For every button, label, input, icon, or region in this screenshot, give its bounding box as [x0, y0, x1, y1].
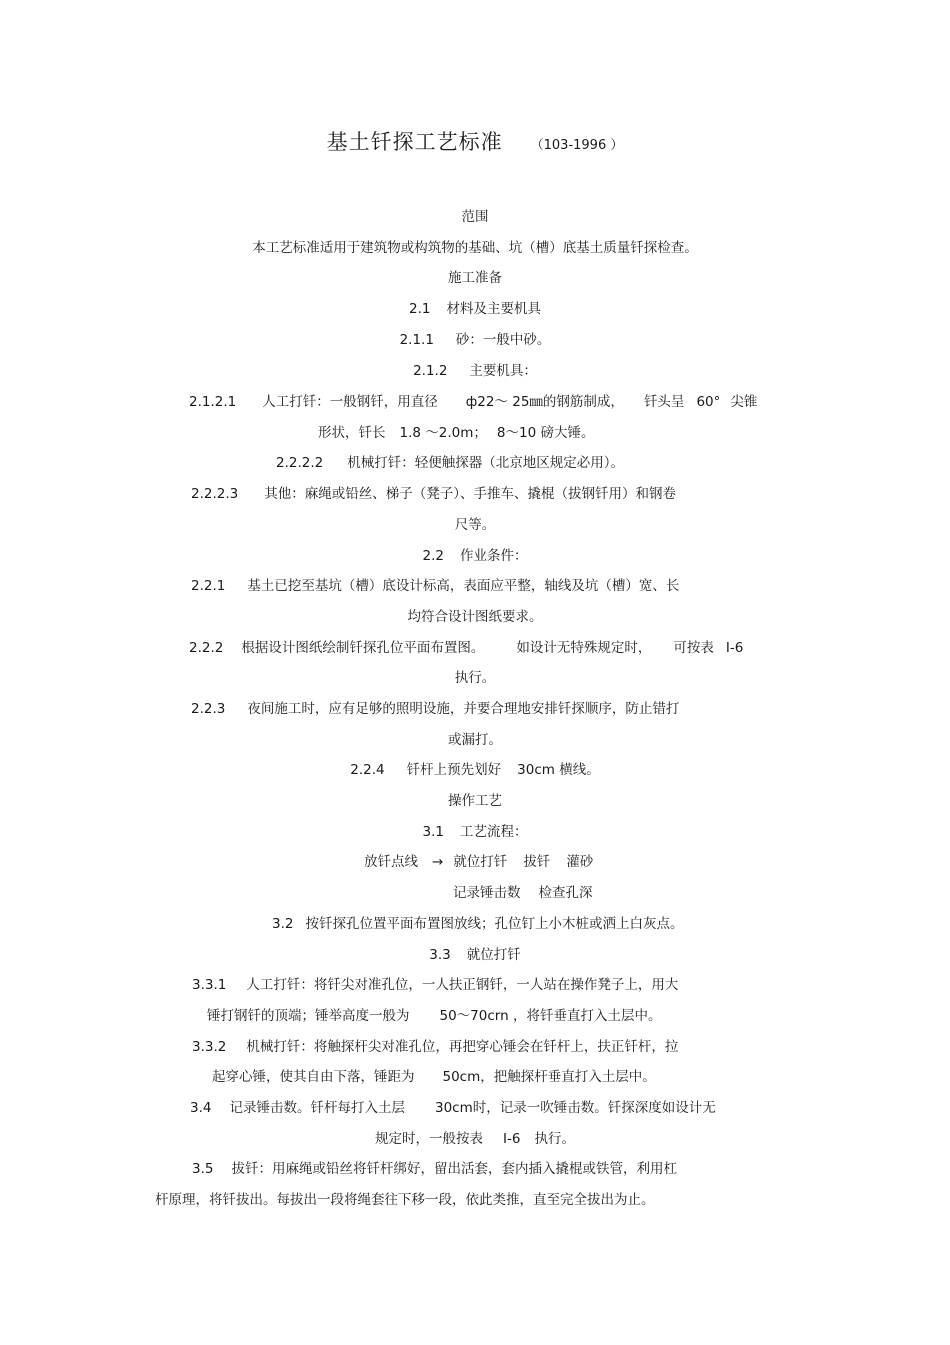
- section-2-1: [0, 300, 950, 318]
- section-3-3-2: [192, 1038, 678, 1056]
- text-run: 起穿心锤，使其自由下落，锤距为: [212, 1069, 415, 1085]
- section-number: 3.4: [190, 1100, 212, 1116]
- section-2-2-2-2: [276, 454, 624, 472]
- section-2-heading: 施工准备: [448, 270, 502, 286]
- section-text: 砂：一般中砂。: [455, 332, 551, 348]
- text-run: 记录锤击数。钎杆每打入土层: [229, 1100, 405, 1116]
- section-text: 工艺流程：: [459, 824, 528, 840]
- section-2-1-2-1: [189, 393, 757, 411]
- section-3-heading: 操作工艺: [448, 793, 502, 809]
- section-number: 2.2.2.3: [191, 486, 239, 502]
- section-3-5-line-2: 杆原理，将钎拔出。每拔出一段将绳套往下移一段，依此类推，直至完全拔出为止。: [155, 1192, 655, 1208]
- text-run: 规定时，一般按表: [375, 1131, 484, 1147]
- section-2-2-2-line-2: 执行。: [454, 670, 496, 686]
- document-code: （103-1996 ）: [530, 138, 624, 153]
- section-number: 3.3.1: [192, 977, 227, 993]
- section-number: 2.1.1: [399, 332, 434, 348]
- text-run: 60°: [696, 394, 721, 410]
- text-run: 根据设计图纸绘制钎探孔位平面布置图。: [241, 640, 485, 656]
- text-run: 执行。: [534, 1131, 575, 1147]
- text-run: 形状，钎长: [318, 425, 386, 441]
- section-number: 2.2: [422, 548, 444, 564]
- section-text: 机械打钎：将触探杆尖对准孔位，再把穿心锤会在钎杆上，扶正钎杆，拉: [246, 1039, 679, 1055]
- section-2-2: [0, 547, 950, 565]
- section-text: 拔钎：用麻绳或铅丝将钎杆绑好，留出活套，套内插入撬棍或铁管，利用杠: [231, 1161, 677, 1177]
- text-run: 1.8 ～2.0m；: [399, 425, 487, 441]
- section-text: 就位打钎: [466, 947, 521, 963]
- section-number: 3.3: [429, 947, 451, 963]
- section-3-1: [0, 823, 950, 841]
- section-text: 主要机具：: [469, 363, 537, 379]
- section-2-1-2-1-line-2: [318, 424, 594, 442]
- section-2-2-1-line-2: 均符合设计图纸要求。: [407, 609, 543, 625]
- section-text: 基土已挖至基坑（槽）底设计标高，表面应平整，轴线及坑（槽）宽、长: [247, 578, 680, 594]
- process-flow-line-1: [364, 853, 593, 871]
- section-2-2-3-line-2: 或漏打。: [448, 732, 502, 748]
- section-number: 2.1.2.1: [189, 394, 237, 410]
- section-3-4-line-2: [0, 1130, 950, 1148]
- section-text: 人工打钎：将钎尖对准孔位，一人扶正钢钎，一人站在操作凳子上，用大: [246, 977, 679, 993]
- section-text: 夜间施工时，应有足够的照明设施，并要合理地安排钎探顺序，防止错打: [247, 701, 680, 717]
- section-text: 作业条件：: [459, 548, 528, 564]
- section-number: 2.1.2: [413, 363, 448, 379]
- text-run: 可按表: [673, 640, 714, 656]
- section-2-2-2-3-line-2: 尺等。: [454, 517, 496, 533]
- section-1-body: 本工艺标准适用于建筑物或构筑物的基础、坑（槽）底基土质量钎探检查。: [252, 240, 698, 256]
- flow-step: 拔钎: [523, 854, 551, 870]
- section-2-2-2: [189, 639, 743, 657]
- section-3-3-1-line-2: [207, 1007, 661, 1025]
- section-number: 3.3.2: [192, 1039, 227, 1055]
- text-run: 锤打钢钎的顶端；锤举高度一般为: [207, 1008, 410, 1024]
- section-text: 其他：麻绳或铅丝、梯子（凳子）、手推车、撬棍（拔钢钎用）和钢卷: [264, 486, 676, 502]
- text-run: 钎杆上预先划好: [406, 762, 502, 778]
- text-run: 50cm，把触探杆垂直打入土层中。: [442, 1069, 656, 1085]
- title-row: [0, 126, 950, 156]
- section-3-3-1: [192, 976, 678, 994]
- section-2-1-1: [0, 331, 950, 349]
- text-run: 50～70crn ，将钎垂直打入土层中。: [439, 1008, 662, 1024]
- section-3-2: [272, 915, 683, 933]
- section-number: 2.2.1: [191, 578, 226, 594]
- section-number: 2.2.2.2: [276, 455, 324, 471]
- section-text: 材料及主要机具: [446, 301, 541, 317]
- section-number: 2.2.3: [191, 701, 226, 717]
- section-3-5: [192, 1160, 677, 1178]
- flow-step: 灌砂: [566, 854, 594, 870]
- text-run: 人工打钎：一般钢钎，用直径: [262, 394, 438, 410]
- flow-step: 就位打钎: [453, 854, 508, 870]
- section-number: 2.2.4: [350, 762, 385, 778]
- section-3-3: [0, 946, 950, 964]
- text-run: 30cm 横线。: [517, 762, 600, 778]
- section-1-heading: 范围: [461, 209, 489, 225]
- section-2-2-3: [191, 700, 679, 718]
- text-run: 尖锥: [730, 394, 758, 410]
- section-number: 3.2: [272, 916, 294, 932]
- arrow-right-icon: →: [432, 854, 444, 870]
- section-number: 3.5: [192, 1161, 214, 1177]
- section-2-1-2: [0, 362, 950, 380]
- text-run: 30cm时，记录一吹锤击数。钎探深度如设计无: [434, 1100, 716, 1116]
- process-flow-line-2: [453, 884, 593, 902]
- flow-step: 检查孔深: [538, 885, 593, 901]
- section-3-3-2-line-2: [212, 1068, 656, 1086]
- text-run: 如设计无特殊规定时，: [516, 640, 652, 656]
- document-title: 基土钎探工艺标准: [326, 130, 503, 154]
- section-number: 3.1: [422, 824, 444, 840]
- section-text: 机械打钎：轻便触探器（北京地区规定必用）。: [347, 455, 624, 471]
- text-run: 钎头呈: [643, 394, 685, 410]
- flow-step: 记录锤击数: [453, 885, 521, 901]
- section-2-2-1: [191, 577, 679, 595]
- section-number: 2.2.2: [189, 640, 224, 656]
- text-run: I-6: [725, 640, 744, 656]
- text-run: ф22～ 25㎜的钢筋制成，: [465, 394, 624, 410]
- section-2-2-4: [0, 761, 950, 779]
- section-text: 按钎探孔位置平面布置图放线；孔位钉上小木桩或洒上白灰点。: [305, 916, 684, 932]
- section-2-2-2-3: [191, 485, 676, 503]
- section-number: 2.1: [409, 301, 431, 317]
- text-run: I-6: [503, 1131, 521, 1147]
- text-run: 8～10 磅大锤。: [496, 425, 595, 441]
- section-3-4: [190, 1099, 716, 1117]
- flow-step: 放钎点线: [364, 854, 418, 870]
